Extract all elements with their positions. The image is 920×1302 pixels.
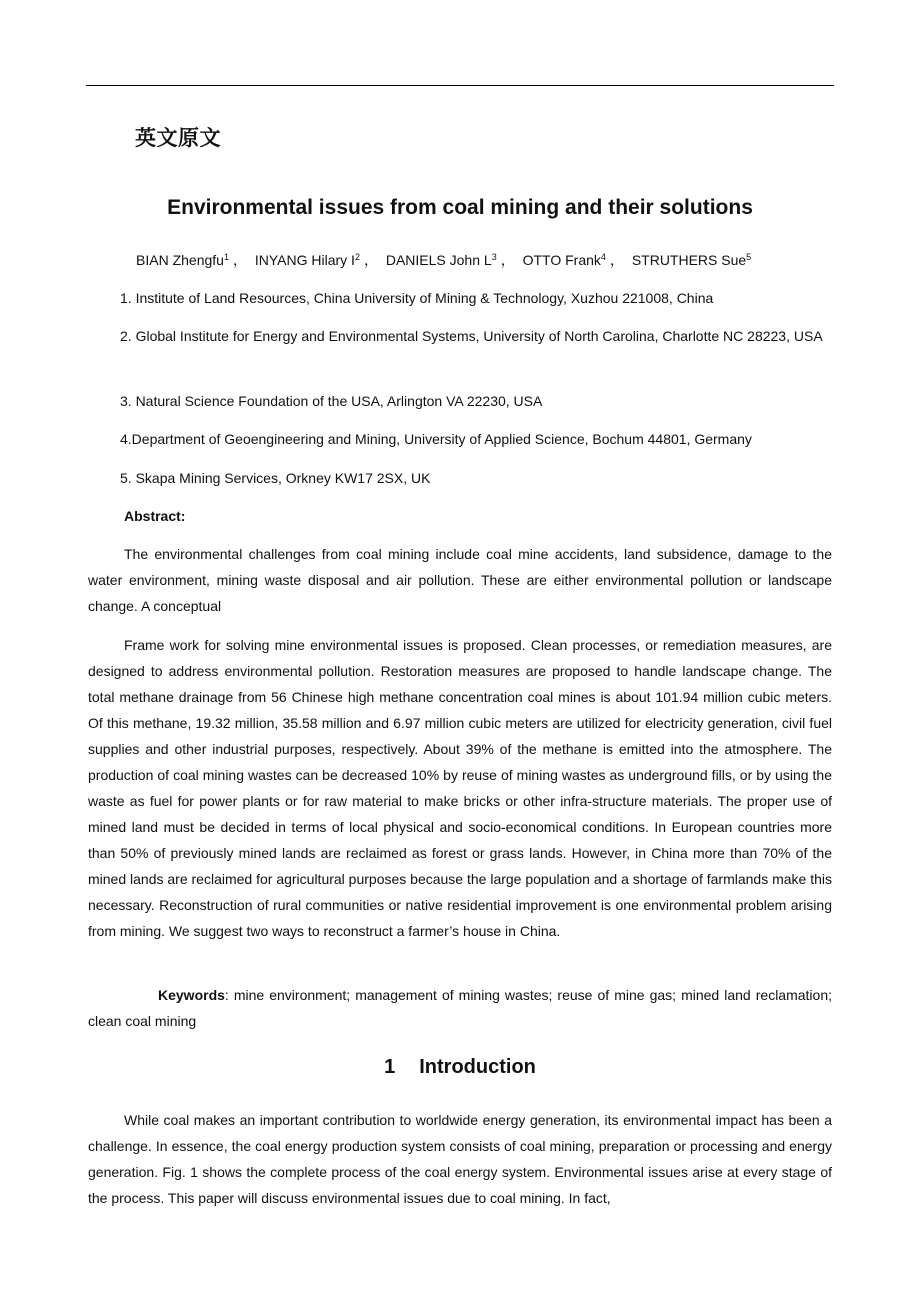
author-line (136, 247, 759, 273)
affiliation: 5. Skapa Mining Services, Orkney KW17 2SX, UK (120, 470, 431, 486)
author: STRUTHERS Sue (631, 252, 747, 268)
author: INYANG Hilary I (254, 252, 355, 268)
section-heading-introduction (86, 1056, 834, 1079)
author-separator: ， (609, 252, 624, 268)
header-rule (86, 85, 834, 86)
keywords (88, 982, 832, 1034)
introduction-paragraph: While coal makes an important contribution to worldwide energy generation, its environmental impact has been a challenge. In essence, the coal energy production system consists of coal mining, preparation or processing and energy generation. Fig. 1 shows the complete process of the coal energy system. Environmental issues arise at every stage of the process. This paper will discuss environmental issues due to coal mining. In fact, (88, 1112, 832, 1206)
paper-title: Environmental issues from coal mining and their solutions (167, 196, 753, 219)
author: BIAN Zhengfu (136, 252, 224, 268)
author-separator: ， (500, 252, 515, 268)
author-separator: ， (232, 252, 247, 268)
author-superscript: 4 (600, 252, 606, 262)
author: OTTO Frank (522, 252, 601, 268)
abstract-paragraph: Frame work for solving mine environmental issues is proposed. Clean processes, or remediation measures, are designed to address environmental pollution. Restoration measures are proposed to handle landscape change. The total methane drainage from 56 Chinese high methane concentration coal mines is about 101.94 million cubic meters. Of this methane, 19.32 million, 35.58 million and 6.97 million cubic meters are utilized for electricity generation, civil fuel supplies and other industrial purposes, respectively. About 39% of the methane is emitted into the atmosphere. The production of coal mining wastes can be decreased 10% by reuse of mining wastes as underground fills, or by using the waste as fuel for power plants or for raw material to make bricks or other infra-structure materials. The proper use of mined land must be decided in terms of local physical and socio-economical conditions. In European countries more than 50% of previously mined lands are reclaimed as forest or grass lands. However, in China more than 70% of the mined lands are reclaimed for agricultural purposes because the large population and a shortage of farmlands make this necessary. Reconstruction of rural communities or native residential improvement is one environmental problem arising from mining. We suggest two ways to reconstruct a farmer’s house in China. (88, 637, 832, 939)
author-superscript: 3 (491, 252, 497, 262)
affiliation: 3. Natural Science Foundation of the USA, Arlington VA 22230, USA (120, 393, 543, 409)
author-superscript: 5 (746, 252, 752, 262)
author: DANIELS John L (385, 252, 492, 268)
abstract-label: Abstract: (124, 508, 186, 524)
affiliation: 4.Department of Geoengineering and Mining, University of Applied Science, Bochum 44801, Germany (120, 431, 752, 447)
section-number: 1 (384, 1056, 396, 1078)
affiliation: 2. Global Institute for Energy and Environmental Systems, University of North Carolina, Charlotte NC 28223, USA (120, 328, 823, 344)
author-superscript: 1 (223, 252, 229, 262)
keywords-label: Keywords (158, 987, 225, 1003)
affiliation: 1. Institute of Land Resources, China University of Mining & Technology, Xuzhou 221008, China (120, 290, 714, 306)
section-title: Introduction (419, 1056, 536, 1078)
abstract-paragraph: The environmental challenges from coal mining include coal mine accidents, land subsidence, damage to the water environment, mining waste disposal and air pollution. These are either environmental pollution or landscape change. A conceptual (88, 546, 832, 614)
author-superscript: 2 (354, 252, 360, 262)
author-separator: ， (363, 252, 378, 268)
section-label: 英文原文 (135, 126, 221, 150)
keywords-text: : mine environment; management of mining wastes; reuse of mine gas; mined land reclamation; clean coal mining (88, 987, 832, 1029)
